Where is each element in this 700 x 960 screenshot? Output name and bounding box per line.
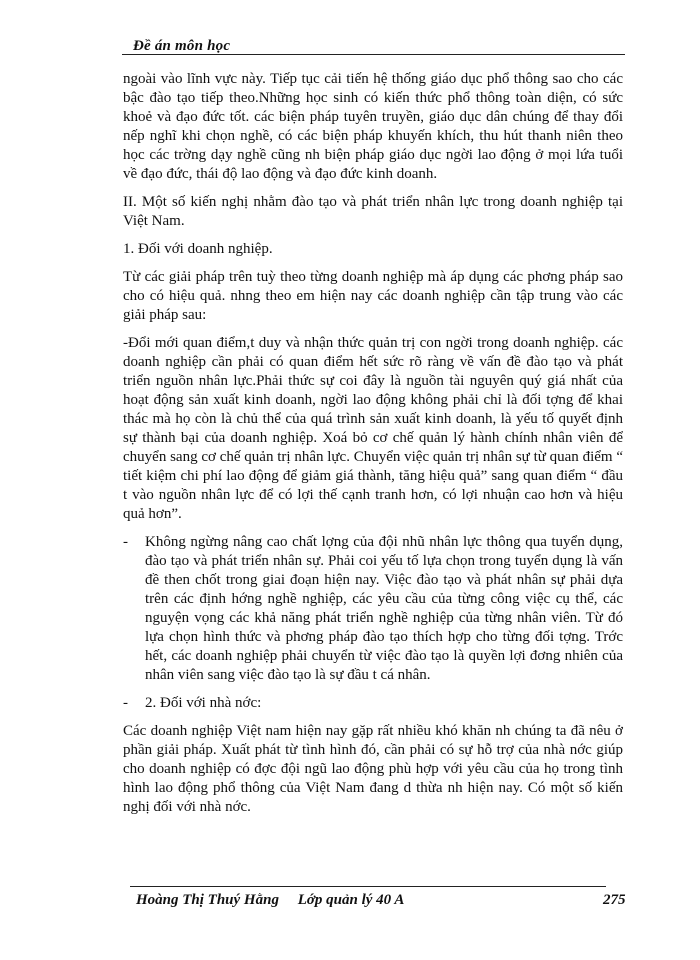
subsection-heading-state: 2. Đối với nhà nớc: <box>145 695 262 711</box>
footer-divider <box>130 886 606 887</box>
bullet-text: Không ngừng nâng cao chất lợng của đội nhũ nhân lực thông qua tuyển dụng, đào tạo và phát triển nhân sự. Phải coi yếu tố lựa chọn trong tuyển dụng là vấn đề then chốt trong giai đoạn hiện nay. Việc đào tạo và phát nhân sự phải dựa trên các định hớng nghề nghiệp, các yêu cầu của từng công việc cụ thể, các nguyện vọng các khả năng phát triển nghề nghiệp của từng nhân viên. Từ đó lựa chọn hình thức và phơng pháp đào tạo thích hợp cho từng đối tợng. Trớc hết, các doanh nghiệp phải chuyển từ việc đào tạo là quyền lợi đơng nhiên của nhân viên sang việc đào tạo là sự đầu t cá nhân. <box>145 534 623 683</box>
subsection-heading-enterprise: 1. Đối với doanh nghiệp. <box>123 241 273 257</box>
paragraph-state-support: Các doanh nghiệp Việt nam hiện nay gặp rất nhiều khó khăn nh chúng ta đã nêu ở phần giải pháp. Xuất phát từ tình hình đó, cần phải có sự hỗ trợ của nhà nớc giúp cho doanh nghiệp có đợc đội ngũ lao động phù hợp với yêu cầu của họ trong tình hình lao động phổ thông của Việt Nam đang d thừa nh hiện nay. Có một số kiến nghị đối với nhà nớc. <box>123 723 623 815</box>
header-title: Đề án môn học <box>133 38 231 54</box>
section-heading: II. Một số kiến nghị nhằm đào tạo và phát triển nhân lực trong doanh nghiệp tại Việt Nam. <box>123 194 623 229</box>
bullet-marker: - <box>123 534 128 550</box>
footer-class: Lớp quản lý 40 A <box>297 892 405 908</box>
footer-credit <box>136 892 404 909</box>
footer-author: Hoàng Thị Thuý Hằng <box>136 892 279 908</box>
header-divider <box>122 54 625 55</box>
bullet-item-quality <box>123 533 623 685</box>
document-body <box>123 70 623 826</box>
bullet-item-state <box>123 694 623 713</box>
paragraph-solutions: Từ các giải pháp trên tuỳ theo từng doanh nghiệp mà áp dụng các phơng pháp sao cho có hiệu quả. nhng theo em hiện nay các doanh nghiệp cần tập trung vào các giải pháp sau: <box>123 269 623 323</box>
paragraph-intro: ngoài vào lĩnh vực này. Tiếp tục cải tiến hệ thống giáo dục phổ thông sao cho các bậc đào tạo tiếp theo.Những học sinh có kiến thức phổ thông toàn diện, có sức khoẻ và đạo đức tốt. các biện pháp tuyên truyền, giáo dục dân chúng để thay đổi nếp nghĩ khi chọn nghề, có các biện pháp khuyến khích, thu hút thanh niên theo học các trờng dạy nghề cũng nh biện pháp giáo dục ngời lao động ở mọi lứa tuổi về đạo đức, thái độ lao động và đạo đức kinh doanh. <box>123 71 623 182</box>
bullet-marker: - <box>123 695 128 711</box>
page-number: 275 <box>603 892 626 908</box>
paragraph-change-mindset: -Đổi mới quan điểm,t duy và nhận thức quản trị con ngời trong doanh nghiệp. các doanh nghiệp cần phải có quan điểm hết sức rõ ràng về vấn đề đào tạo và phát triển nguồn nhân lực.Phải thức sự coi đây là nguồn tài nguyên quý giá nhất của hoạt động sản xuất kinh doanh, ngời lao động không phải chỉ là đối tợng để khai thác mà họ còn là chủ thể của quá trình sản xuất kinh doanh, là yếu tố quyết định sự thành bại của doanh nghiệp. Xoá bỏ cơ chế quản lý hành chính nhân viên để chuyển sang cơ chế quản trị nhân lực. Chuyển việc quản trị nhân sự từ quan điểm “ tiết kiệm chi phí lao động để giảm giá thành, tăng hiệu quả” sang quan điểm “ đầu t vào nguồn nhân lực để có lợi thế cạnh tranh hơn, có lợi nhuận cao hơn và hiệu quả hơn”. <box>123 335 623 522</box>
